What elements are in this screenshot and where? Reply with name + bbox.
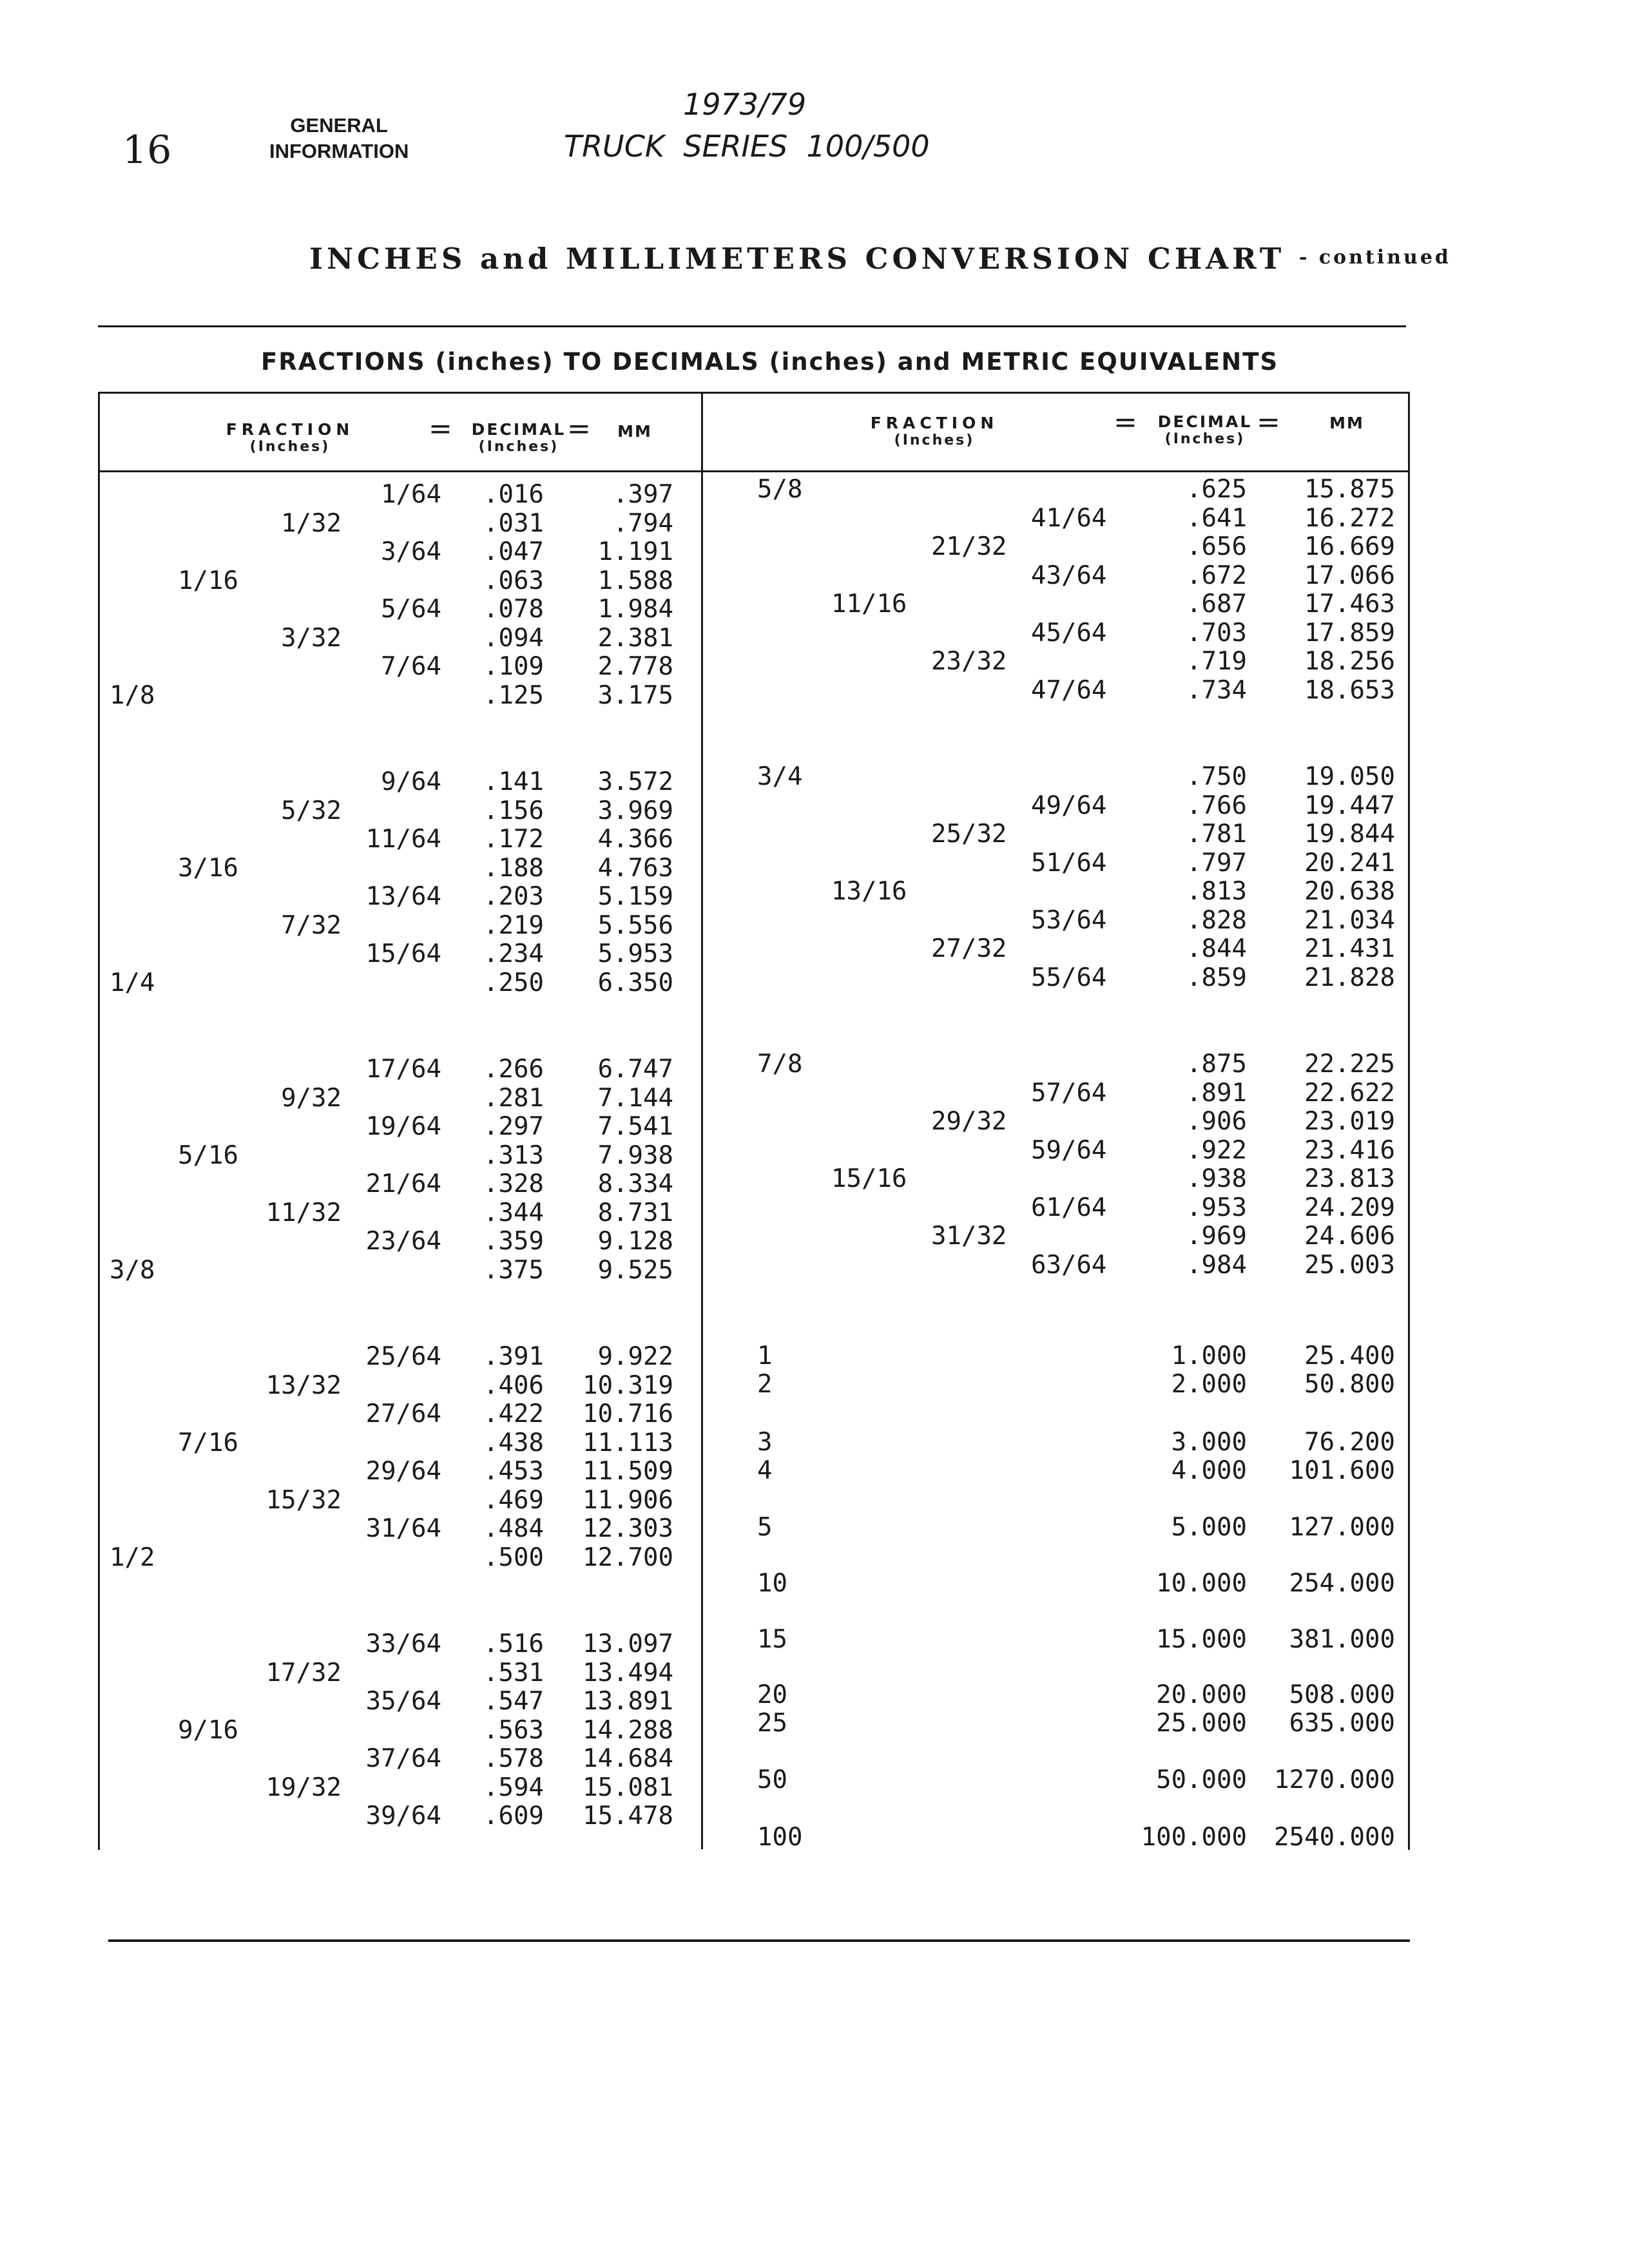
fraction-cell: 25/64: [365, 1342, 441, 1371]
mm-cell: 5.159: [597, 882, 673, 911]
decimal-cell: .438: [483, 1428, 544, 1457]
decimal-cell: .609: [483, 1802, 544, 1831]
mm-cell: 15.875: [1304, 475, 1395, 504]
header-decimal-right: [1137, 412, 1273, 447]
decimal-cell: .063: [483, 566, 544, 595]
decimal-cell: .953: [1186, 1193, 1247, 1222]
fraction-cell: 35/64: [365, 1687, 441, 1716]
decimal-cell: .859: [1186, 963, 1247, 992]
decimal-cell: 3.000: [1171, 1428, 1247, 1457]
year-range: 1973/79: [683, 87, 807, 122]
fraction-cell: 5/16: [178, 1140, 238, 1170]
decimal-cell: 25.000: [1156, 1709, 1247, 1738]
fraction-cell: 100: [757, 1823, 803, 1852]
mm-cell: 12.303: [583, 1514, 673, 1543]
fraction-cell: 19/32: [265, 1773, 342, 1802]
decimal-cell: .891: [1186, 1078, 1247, 1108]
fraction-cell: 57/64: [1031, 1078, 1107, 1108]
mm-cell: 254.000: [1289, 1569, 1395, 1598]
decimal-cell: .531: [483, 1658, 544, 1687]
mm-cell: 9.128: [597, 1227, 673, 1256]
fraction-cell: 47/64: [1031, 675, 1107, 705]
mm-cell: 9.525: [597, 1255, 673, 1285]
mm-cell: 2.381: [597, 623, 673, 653]
decimal-cell: 1.000: [1171, 1341, 1247, 1370]
fraction-cell: 7/64: [381, 652, 441, 681]
mm-cell: 10.716: [583, 1399, 673, 1428]
mm-cell: 50.800: [1304, 1370, 1395, 1399]
decimal-cell: .969: [1186, 1222, 1247, 1251]
mm-cell: 21.431: [1304, 934, 1395, 963]
mm-cell: .397: [613, 480, 673, 509]
fraction-cell: 3: [757, 1428, 773, 1457]
mm-cell: 4.366: [597, 825, 673, 854]
mm-cell: 13.494: [583, 1658, 673, 1687]
fraction-cell: 51/64: [1031, 848, 1107, 878]
mm-cell: 15.081: [583, 1773, 673, 1802]
decimal-cell: .484: [483, 1514, 544, 1543]
mm-cell: 22.225: [1304, 1050, 1395, 1079]
fraction-cell: 15/16: [831, 1164, 907, 1193]
title-rule: [98, 325, 1406, 327]
mm-cell: 14.288: [583, 1715, 673, 1745]
header-decimal-label: DECIMAL: [471, 420, 566, 439]
decimal-cell: .125: [483, 680, 544, 710]
fraction-cell: 20: [757, 1680, 787, 1709]
mm-cell: 1.191: [597, 537, 673, 566]
decimal-cell: .094: [483, 623, 544, 653]
mm-cell: 127.000: [1289, 1513, 1395, 1542]
fraction-cell: 19/64: [365, 1112, 441, 1141]
decimal-cell: .203: [483, 882, 544, 911]
decimal-cell: .141: [483, 767, 544, 796]
decimal-cell: 2.000: [1171, 1370, 1247, 1399]
mm-cell: 5.953: [597, 939, 673, 968]
fraction-cell: 15/32: [265, 1485, 342, 1515]
fraction-cell: 63/64: [1031, 1250, 1107, 1280]
header-equals-right-2: =: [1257, 406, 1280, 439]
section-line-2: INFORMATION: [269, 140, 409, 162]
decimal-cell: .578: [483, 1744, 544, 1773]
mm-cell: 6.747: [597, 1055, 673, 1084]
mm-cell: 18.256: [1304, 647, 1395, 676]
fraction-cell: 3/4: [757, 762, 803, 791]
mm-cell: 13.097: [583, 1629, 673, 1658]
mm-cell: 19.447: [1304, 791, 1395, 820]
fraction-cell: 33/64: [365, 1629, 441, 1658]
fraction-cell: 7/8: [757, 1050, 803, 1079]
decimal-cell: .641: [1186, 503, 1247, 533]
mm-cell: 25.003: [1304, 1250, 1395, 1280]
fraction-cell: 50: [757, 1765, 787, 1794]
mm-cell: 101.600: [1289, 1456, 1395, 1485]
decimal-cell: .906: [1186, 1107, 1247, 1136]
decimal-cell: .672: [1186, 561, 1247, 590]
decimal-cell: .234: [483, 939, 544, 968]
fraction-cell: 3/16: [178, 853, 238, 883]
decimal-cell: .469: [483, 1485, 544, 1515]
mm-cell: 19.844: [1304, 820, 1395, 849]
decimal-cell: .828: [1186, 905, 1247, 935]
mm-cell: 15.478: [583, 1802, 673, 1831]
decimal-cell: 50.000: [1156, 1765, 1247, 1794]
decimal-cell: 5.000: [1171, 1513, 1247, 1542]
fraction-cell: 9/16: [178, 1715, 238, 1745]
header-fraction-label: FRACTION: [870, 414, 999, 432]
bottom-rule: [108, 1939, 1410, 1942]
fraction-cell: 29/32: [931, 1107, 1007, 1136]
fraction-cell: 45/64: [1031, 618, 1107, 648]
fraction-cell: 15/64: [365, 939, 441, 968]
mm-cell: 635.000: [1289, 1709, 1395, 1738]
page-number: 16: [122, 128, 172, 173]
decimal-cell: .656: [1186, 532, 1247, 561]
mm-cell: 20.241: [1304, 848, 1395, 878]
decimal-cell: .563: [483, 1715, 544, 1745]
fraction-cell: 29/64: [365, 1457, 441, 1486]
fraction-cell: 3/32: [281, 623, 342, 653]
fraction-cell: 49/64: [1031, 791, 1107, 820]
decimal-cell: .172: [483, 825, 544, 854]
header-equals-left-1: =: [429, 412, 452, 445]
mm-cell: 17.463: [1304, 590, 1395, 619]
column-divider: [701, 392, 703, 1849]
mm-cell: 6.350: [597, 968, 673, 997]
fraction-cell: 31/64: [365, 1514, 441, 1543]
decimal-cell: .266: [483, 1055, 544, 1084]
header-fraction-right: [838, 414, 1031, 448]
decimal-cell: .391: [483, 1342, 544, 1371]
fraction-cell: 25: [757, 1709, 787, 1738]
fraction-cell: 31/32: [931, 1222, 1007, 1251]
decimal-cell: .188: [483, 853, 544, 883]
fraction-cell: 39/64: [365, 1802, 441, 1831]
fraction-cell: 59/64: [1031, 1135, 1107, 1165]
fraction-cell: 55/64: [1031, 963, 1107, 992]
decimal-cell: .922: [1186, 1135, 1247, 1165]
fraction-cell: 37/64: [365, 1744, 441, 1773]
decimal-cell: .766: [1186, 791, 1247, 820]
mm-cell: 12.700: [583, 1542, 673, 1572]
header-mm-right: [1321, 414, 1373, 432]
mm-cell: 5.556: [597, 910, 673, 940]
mm-cell: 23.813: [1304, 1164, 1395, 1193]
fraction-cell: 10: [757, 1569, 787, 1598]
header-fraction-label: FRACTION: [226, 420, 354, 439]
mm-cell: 1.588: [597, 566, 673, 595]
decimal-cell: .016: [483, 480, 544, 509]
decimal-cell: .375: [483, 1255, 544, 1285]
header-decimal-left: [451, 420, 586, 455]
decimal-cell: .297: [483, 1112, 544, 1141]
fraction-cell: 7/16: [178, 1428, 238, 1457]
fraction-cell: 13/16: [831, 877, 907, 906]
decimal-cell: .406: [483, 1370, 544, 1400]
mm-cell: 17.859: [1304, 618, 1395, 648]
mm-cell: 1270.000: [1274, 1765, 1395, 1794]
mm-cell: 8.731: [597, 1198, 673, 1227]
decimal-cell: .875: [1186, 1050, 1247, 1079]
decimal-cell: .219: [483, 910, 544, 940]
decimal-cell: .359: [483, 1227, 544, 1256]
decimal-cell: 10.000: [1156, 1569, 1247, 1598]
mm-cell: 3.969: [597, 796, 673, 825]
decimal-cell: .594: [483, 1773, 544, 1802]
mm-cell: 24.209: [1304, 1193, 1395, 1222]
decimal-cell: 20.000: [1156, 1680, 1247, 1709]
fraction-cell: 17/32: [265, 1658, 342, 1687]
decimal-cell: .156: [483, 796, 544, 825]
decimal-cell: .422: [483, 1399, 544, 1428]
fraction-cell: 43/64: [1031, 561, 1107, 590]
fraction-cell: 23/64: [365, 1227, 441, 1256]
decimal-cell: .344: [483, 1198, 544, 1227]
fraction-cell: 3/8: [110, 1255, 155, 1285]
mm-cell: .794: [613, 508, 673, 538]
decimal-cell: .938: [1186, 1164, 1247, 1193]
mm-cell: 16.669: [1304, 532, 1395, 561]
fraction-cell: 41/64: [1031, 503, 1107, 533]
fraction-cell: 21/32: [931, 532, 1007, 561]
fraction-cell: 5: [757, 1513, 773, 1542]
decimal-cell: .328: [483, 1169, 544, 1198]
chart-title: [309, 242, 1451, 276]
fraction-cell: 2: [757, 1370, 773, 1399]
decimal-cell: .250: [483, 968, 544, 997]
fraction-cell: 11/64: [365, 825, 441, 854]
table-subtitle: FRACTIONS (inches) TO DECIMALS (inches) and METRIC EQUIVALENTS: [261, 348, 1279, 376]
mm-cell: 2540.000: [1274, 1823, 1395, 1852]
fraction-cell: 27/32: [931, 934, 1007, 963]
mm-cell: 20.638: [1304, 877, 1395, 906]
decimal-cell: .719: [1186, 647, 1247, 676]
decimal-cell: 4.000: [1171, 1456, 1247, 1485]
decimal-cell: .281: [483, 1083, 544, 1113]
section-line-1: GENERAL: [290, 114, 388, 137]
mm-cell: 22.622: [1304, 1078, 1395, 1108]
decimal-cell: .797: [1186, 848, 1247, 878]
mm-cell: 19.050: [1304, 762, 1395, 791]
chart-title-suffix: - continued: [1298, 246, 1451, 269]
header-fraction-unit: (Inches): [894, 432, 975, 448]
fraction-cell: 53/64: [1031, 905, 1107, 935]
fraction-cell: 21/64: [365, 1169, 441, 1198]
fraction-cell: 9/32: [281, 1083, 342, 1113]
decimal-cell: .078: [483, 595, 544, 624]
decimal-cell: .453: [483, 1457, 544, 1486]
header-decimal-unit: (Inches): [1164, 431, 1246, 447]
fraction-cell: 61/64: [1031, 1193, 1107, 1222]
fraction-cell: 11/32: [265, 1198, 342, 1227]
decimal-cell: .813: [1186, 877, 1247, 906]
mm-cell: 10.319: [583, 1370, 673, 1400]
mm-cell: 7.144: [597, 1083, 673, 1113]
decimal-cell: .687: [1186, 590, 1247, 619]
fraction-cell: 1/64: [381, 480, 441, 509]
decimal-cell: 100.000: [1141, 1823, 1247, 1852]
fraction-cell: 9/64: [381, 767, 441, 796]
mm-cell: 8.334: [597, 1169, 673, 1198]
header-fraction-left: [193, 420, 387, 455]
mm-cell: 23.416: [1304, 1135, 1395, 1165]
fraction-cell: 1/4: [110, 968, 155, 997]
truck-series: TRUCK SERIES 100/500: [564, 129, 930, 164]
fraction-cell: 27/64: [365, 1399, 441, 1428]
decimal-cell: 15.000: [1156, 1625, 1247, 1654]
fraction-cell: 5/8: [757, 475, 803, 504]
fraction-cell: 23/32: [931, 647, 1007, 676]
mm-cell: 76.200: [1304, 1428, 1395, 1457]
header-mm-left: [609, 422, 660, 441]
mm-cell: 1.984: [597, 595, 673, 624]
fraction-cell: 13/64: [365, 882, 441, 911]
fraction-cell: 11/16: [831, 590, 907, 619]
decimal-cell: .625: [1186, 475, 1247, 504]
mm-cell: 7.541: [597, 1112, 673, 1141]
decimal-cell: .703: [1186, 618, 1247, 648]
mm-cell: 508.000: [1289, 1680, 1395, 1709]
mm-cell: 11.906: [583, 1485, 673, 1515]
header-decimal-unit: (Inches): [478, 439, 559, 455]
chart-title-text: INCHES and MILLIMETERS CONVERSION CHART: [309, 242, 1286, 276]
decimal-cell: .047: [483, 537, 544, 566]
header-decimal-label: DECIMAL: [1157, 412, 1253, 431]
mm-cell: 13.891: [583, 1687, 673, 1716]
mm-cell: 21.828: [1304, 963, 1395, 992]
decimal-cell: .031: [483, 508, 544, 538]
fraction-cell: 5/64: [381, 595, 441, 624]
decimal-cell: .547: [483, 1687, 544, 1716]
decimal-cell: .516: [483, 1629, 544, 1658]
fraction-cell: 15: [757, 1625, 787, 1654]
decimal-cell: .500: [483, 1542, 544, 1572]
decimal-cell: .734: [1186, 675, 1247, 705]
mm-cell: 2.778: [597, 652, 673, 681]
decimal-cell: .844: [1186, 934, 1247, 963]
fraction-cell: 1: [757, 1341, 773, 1370]
fraction-cell: 3/64: [381, 537, 441, 566]
decimal-cell: .984: [1186, 1250, 1247, 1280]
mm-cell: 4.763: [597, 853, 673, 883]
decimal-cell: .109: [483, 652, 544, 681]
header-mm-label: MM: [617, 422, 652, 441]
fraction-cell: 4: [757, 1456, 773, 1485]
mm-cell: 7.938: [597, 1140, 673, 1170]
header-equals-right-1: =: [1113, 406, 1137, 439]
decimal-cell: .313: [483, 1140, 544, 1170]
decimal-cell: .781: [1186, 820, 1247, 849]
mm-cell: 18.653: [1304, 675, 1395, 705]
fraction-cell: 17/64: [365, 1055, 441, 1084]
decimal-cell: .750: [1186, 762, 1247, 791]
mm-cell: 3.175: [597, 680, 673, 710]
mm-cell: 11.113: [583, 1428, 673, 1457]
fraction-cell: 1/16: [178, 566, 238, 595]
mm-cell: 21.034: [1304, 905, 1395, 935]
fraction-cell: 5/32: [281, 796, 342, 825]
header-rule: [98, 470, 1408, 472]
mm-cell: 24.606: [1304, 1222, 1395, 1251]
mm-cell: 16.272: [1304, 503, 1395, 533]
mm-cell: 9.922: [597, 1342, 673, 1371]
mm-cell: 14.684: [583, 1744, 673, 1773]
fraction-cell: 1/8: [110, 680, 155, 710]
fraction-cell: 25/32: [931, 820, 1007, 849]
fraction-cell: 1/2: [110, 1542, 155, 1572]
mm-cell: 23.019: [1304, 1107, 1395, 1136]
fraction-cell: 13/32: [265, 1370, 342, 1400]
mm-cell: 17.066: [1304, 561, 1395, 590]
fraction-cell: 1/32: [281, 508, 342, 538]
header-mm-label: MM: [1329, 414, 1364, 432]
mm-cell: 11.509: [583, 1457, 673, 1486]
section-label: [269, 113, 409, 164]
mm-cell: 3.572: [597, 767, 673, 796]
mm-cell: 381.000: [1289, 1625, 1395, 1654]
header-equals-left-2: =: [567, 412, 591, 445]
header-fraction-unit: (Inches): [249, 439, 331, 455]
fraction-cell: 7/32: [281, 910, 342, 940]
mm-cell: 25.400: [1304, 1341, 1395, 1370]
